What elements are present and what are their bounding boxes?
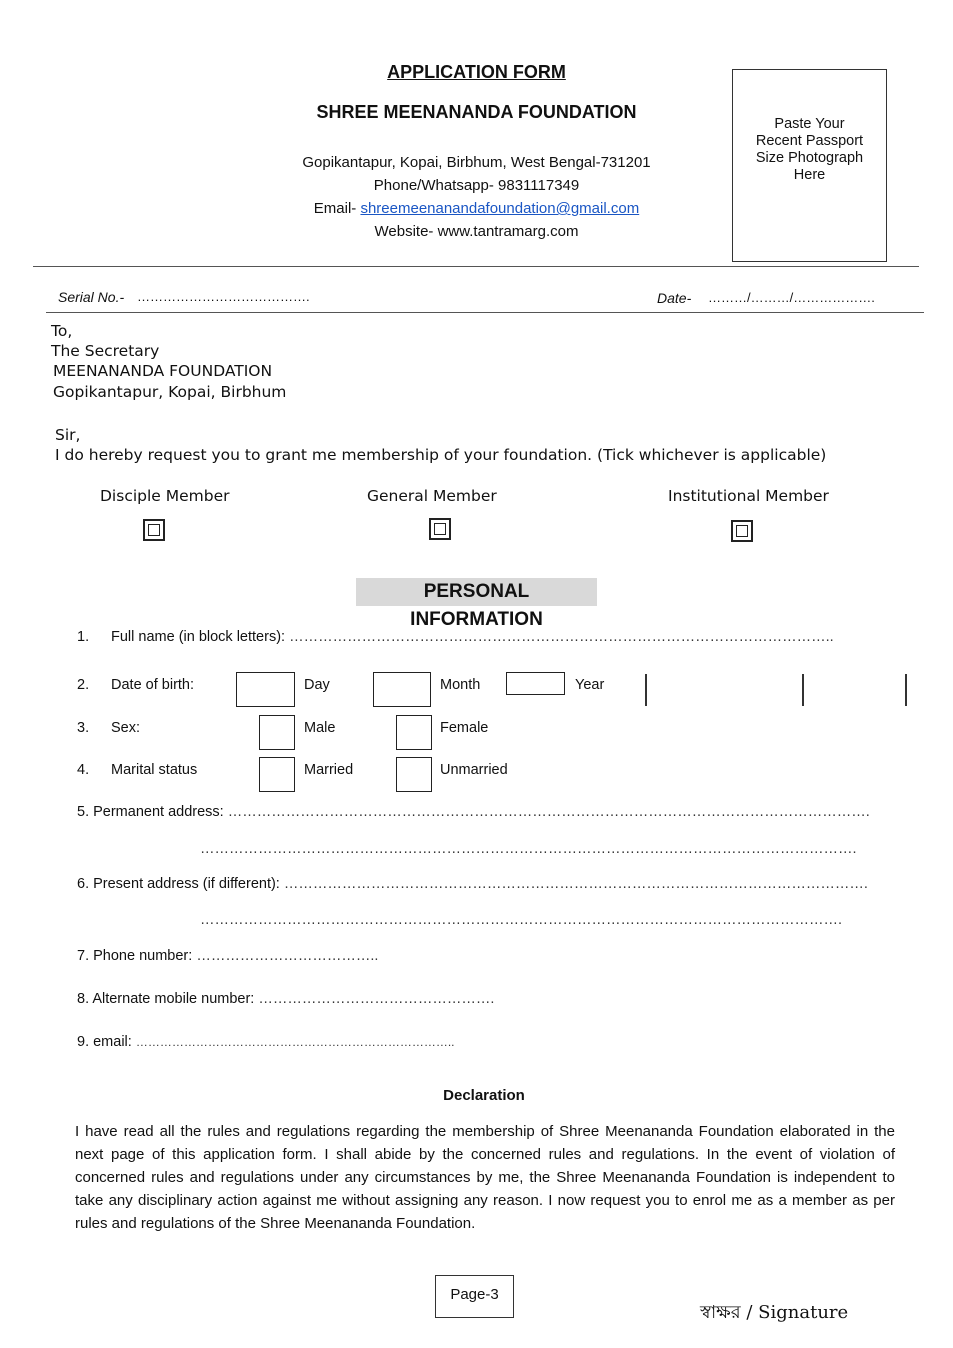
dob-year-label: Year — [575, 677, 605, 693]
phone-dots: ……………………………….. — [196, 948, 379, 964]
permanent-address-label: 5. Permanent address: — [77, 804, 228, 820]
photo-box — [732, 69, 887, 262]
present-address-dots: …………………………………………………………………………………………………………. — [283, 876, 868, 892]
form-title: APPLICATION FORM — [387, 62, 566, 82]
present-address-line2[interactable]: ……………………………………………………………………………………………………………………. — [200, 912, 843, 928]
marital-label: Marital status — [111, 762, 198, 778]
serial-label: Serial No.- — [58, 289, 125, 305]
sex-female-box[interactable] — [396, 715, 432, 750]
alternate-mobile-field[interactable] — [77, 991, 494, 1007]
divider-bar — [905, 674, 907, 706]
page-number: Page-3 — [435, 1275, 514, 1318]
divider-bar — [802, 674, 804, 706]
sex-male-box[interactable] — [259, 715, 295, 750]
serial-field[interactable]: …………………………………. — [137, 289, 310, 304]
declaration-heading: Declaration — [443, 1087, 525, 1104]
recipient-org: MEENANANDA FOUNDATION — [53, 362, 273, 380]
divider-bar — [645, 674, 647, 706]
email-field[interactable] — [77, 1034, 455, 1050]
org-website: Website- www.tantramarg.com — [374, 223, 579, 240]
serial-rule — [46, 312, 924, 313]
alternate-mobile-label: 8. Alternate mobile number: — [77, 991, 259, 1007]
date-label: Date- — [657, 290, 692, 306]
declaration-text: I have read all the rules and regulations regarding the membership of Shree Meenananda Foundation elaborated in the next page of this application form. I shall abide by the concerned rules and regulations. In the event of violation of concerned rules and regulations under any circumstances by me, the Shree Meenananda Foundation is independent to take any disciplinary action against me without assigning any reason. I now request you to enrol me as a member as per rules and regulations of the Shree Meenananda Foundation. — [75, 1123, 895, 1232]
dob-day-label: Day — [304, 677, 330, 693]
full-name-dots: ………………………………………………………………………………………………….. — [289, 629, 834, 645]
recipient-to: To, — [51, 322, 73, 340]
request-text: I do hereby request you to grant me membership of your foundation. (Tick whichever is applicable) — [55, 446, 827, 464]
field-number: 2. — [77, 677, 90, 693]
email-label: Email- — [313, 200, 361, 217]
permanent-address-dots: ……………………………………………………………………………………………………………………. — [227, 804, 870, 820]
org-name: SHREE MEENANANDA FOUNDATION — [316, 102, 637, 122]
disciple-member-checkbox[interactable] — [143, 519, 165, 541]
alternate-mobile-dots: …………………………………………. — [258, 991, 495, 1007]
marital-married-label: Married — [304, 762, 354, 778]
general-member-checkbox[interactable] — [429, 518, 451, 540]
sex-male-label: Male — [304, 720, 336, 736]
dob-day-box[interactable] — [236, 672, 295, 707]
email-link[interactable]: shreemeenanandafoundation@gmail.com — [360, 200, 640, 217]
signature-label: স্বাক্ষর / Signature — [700, 1302, 849, 1323]
permanent-address-line2[interactable]: ………………………………………………………………………………………………………………………. — [200, 841, 857, 857]
dob-year-box[interactable] — [506, 672, 565, 695]
phone-label: 7. Phone number: — [77, 948, 197, 964]
membership-label-institutional: Institutional Member — [668, 487, 829, 505]
sex-label: Sex: — [111, 720, 141, 736]
sex-female-label: Female — [440, 720, 489, 736]
recipient-title: The Secretary — [51, 342, 160, 360]
dob-month-label: Month — [440, 677, 481, 693]
personal-info-heading: PERSONAL INFORMATION — [356, 578, 597, 606]
membership-label-general: General Member — [367, 487, 497, 505]
membership-label-disciple: Disciple Member — [100, 487, 230, 505]
present-address-label: 6. Present address (if different): — [77, 876, 284, 892]
full-name-label: Full name (in block letters): — [111, 629, 290, 645]
header-rule — [33, 266, 919, 267]
full-name-field[interactable] — [111, 629, 834, 645]
institutional-member-checkbox[interactable] — [731, 520, 753, 542]
field-number: 3. — [77, 720, 90, 736]
marital-unmarried-box[interactable] — [396, 757, 432, 792]
org-address: Gopikantapur, Kopai, Birbhum, West Bengal-731201 — [302, 154, 651, 171]
org-phone: Phone/Whatsapp- 9831117349 — [373, 177, 580, 194]
dob-month-box[interactable] — [373, 672, 431, 707]
recipient-address: Gopikantapur, Kopai, Birbhum — [53, 383, 287, 401]
dob-label: Date of birth: — [111, 677, 195, 693]
phone-field[interactable] — [77, 948, 378, 964]
email-field-label: 9. email: — [77, 1034, 136, 1050]
salutation: Sir, — [55, 426, 81, 444]
marital-married-box[interactable] — [259, 757, 295, 792]
marital-unmarried-label: Unmarried — [440, 762, 508, 778]
field-number: 4. — [77, 762, 90, 778]
permanent-address-field[interactable] — [77, 804, 870, 820]
photo-instruction: Paste Your Recent Passport Size Photograph Here — [755, 116, 864, 183]
field-number: 1. — [77, 629, 90, 645]
email-field-dots: …………………………………………………………………….. — [135, 1035, 455, 1049]
present-address-field[interactable] — [77, 876, 868, 892]
date-field[interactable]: ………/………/………………. — [708, 290, 875, 305]
